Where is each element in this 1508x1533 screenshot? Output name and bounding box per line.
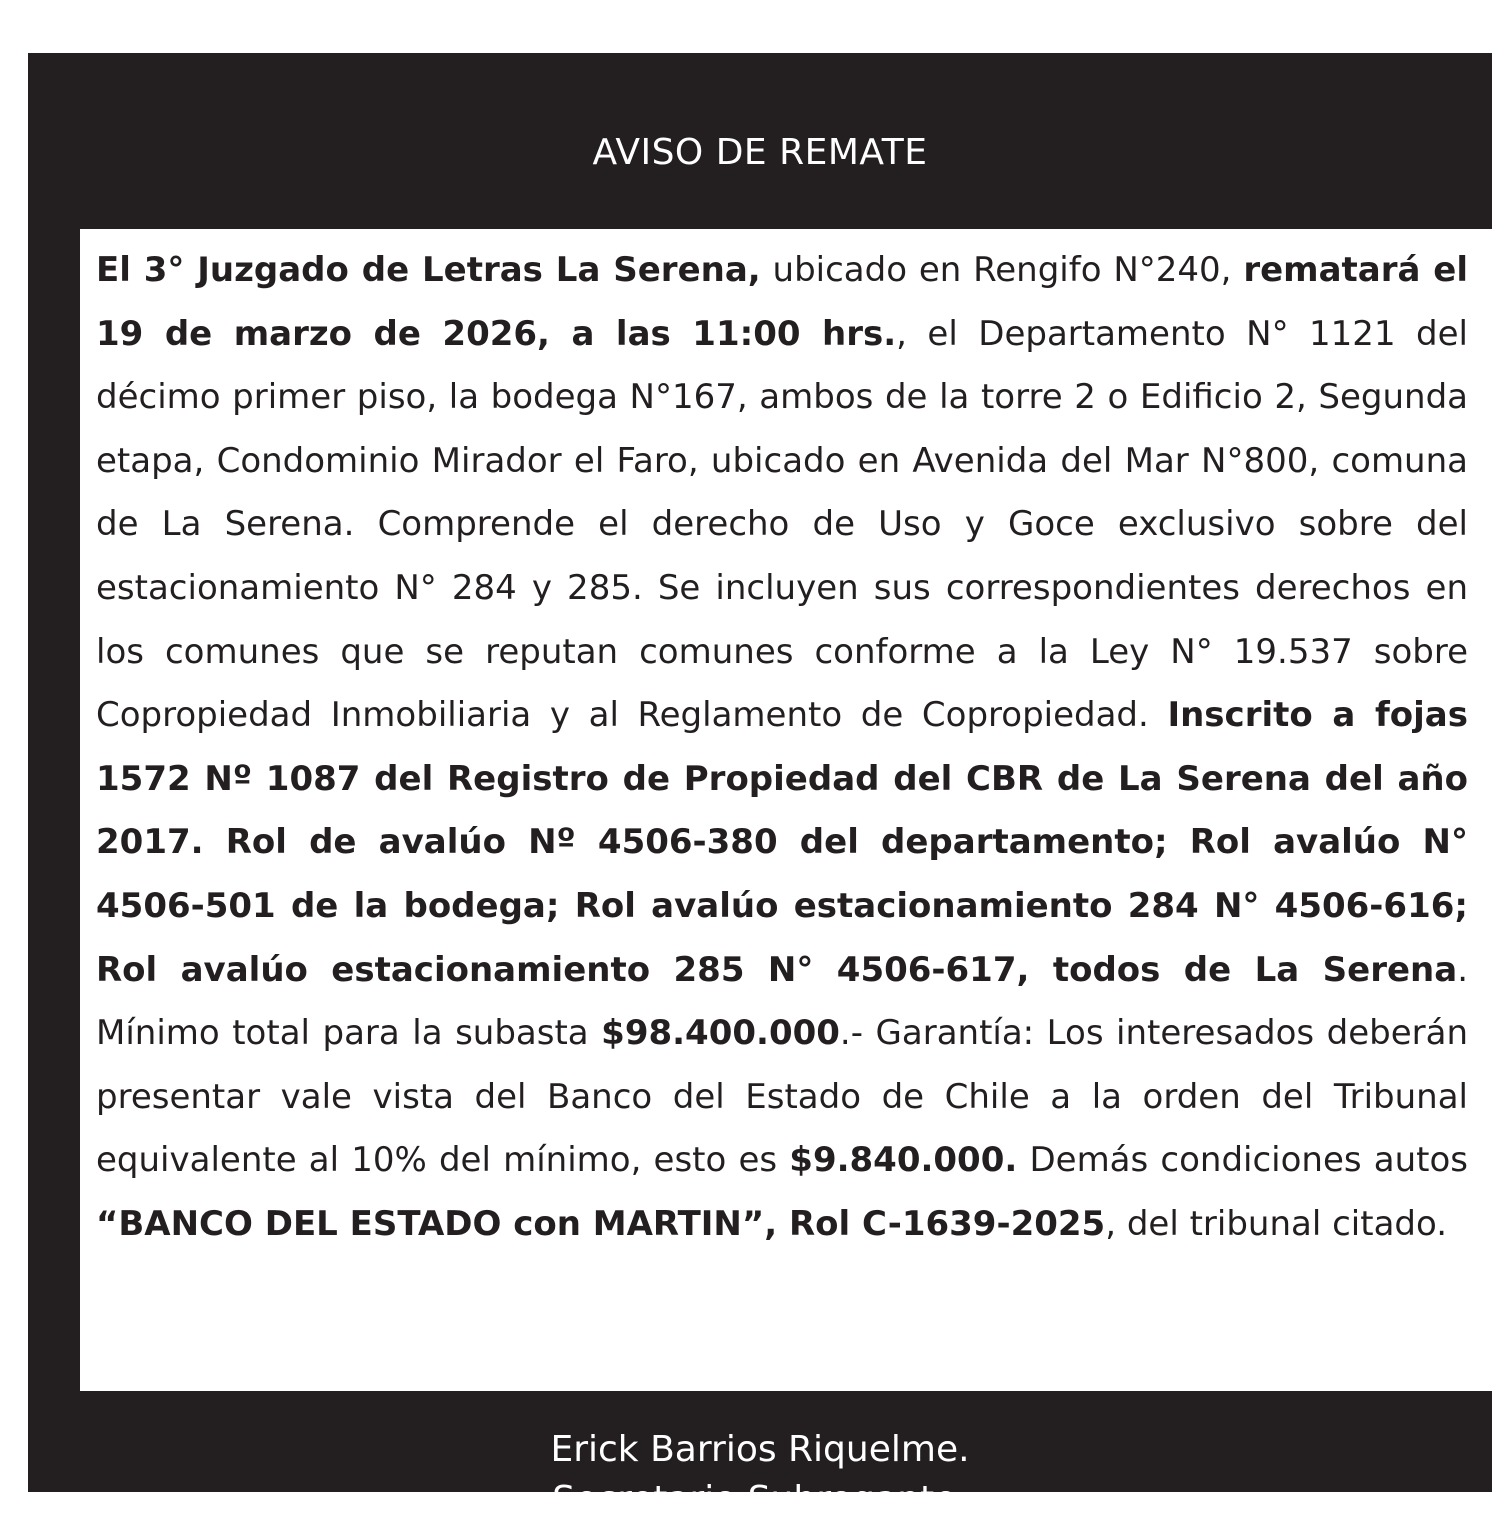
- body-text-2: , el Departamento N° 1121 del décimo primer piso, la bodega N°167, ambos de la torre 2 o Edificio 2, Segunda etapa, Condominio Mirador el Faro, ubicado en Avenida del Mar N°800, comuna de La Serena. Comprende el derecho de Uso y Goce exclusivo sobre del estacionamiento N° 284 y 285. Se incluyen sus correspondientes derechos en los comunes que se reputan comunes conforme a la Ley N° 19.537 sobre Copropiedad Inmobiliaria y al Reglamento de Copropiedad.: [96, 313, 1468, 736]
- case-reference: “BANCO DEL ESTADO con MARTIN”, Rol C-1639-2025: [96, 1203, 1106, 1244]
- notice-body: [96, 239, 1468, 1257]
- signer-name: Erick Barrios Riquelme.: [550, 1429, 970, 1470]
- body-text-4: .- Garantía: Los interesados deberán presentar vale vista del Banco del Estado de Chile a la orden del Tribunal equivalente al 10% del mínimo, esto es: [96, 1013, 1468, 1181]
- signer-position: Secretario Subrogante.: [552, 1479, 968, 1520]
- auction-date: rematará el 19 de marzo de 2026, a las 11:00 hrs.: [96, 250, 1469, 354]
- notice-content-box: [80, 229, 1495, 1391]
- court-name: El 3° Juzgado de Letras La Serena,: [96, 250, 761, 290]
- body-text-6: , del tribunal citado.: [1105, 1203, 1448, 1244]
- body-text-3: . Mínimo total para la subasta: [96, 949, 1468, 1054]
- guarantee-amount: $9.840.000.: [789, 1140, 1018, 1181]
- body-text-5: Demás condiciones autos: [1017, 1140, 1468, 1181]
- registration-details: Inscrito a fojas 1572 Nº 1087 del Registro de Propiedad del CBR de La Serena del año 2017. Rol de avalúo Nº 4506-380 del departamento; Rol avalúo N° 4506-501 de la bodega; Rol avalúo estacionamiento 284 N° 4506-616; Rol avalúo estacionamiento 285 N° 4506-617, todos de La Serena: [96, 695, 1468, 990]
- signature-block: [28, 1425, 1492, 1525]
- auction-notice: [28, 53, 1492, 1520]
- notice-title: AVISO DE REMATE: [592, 132, 928, 173]
- minimum-amount: $98.400.000: [601, 1013, 840, 1054]
- body-text-1: ubicado en Rengifo N°240,: [760, 250, 1244, 290]
